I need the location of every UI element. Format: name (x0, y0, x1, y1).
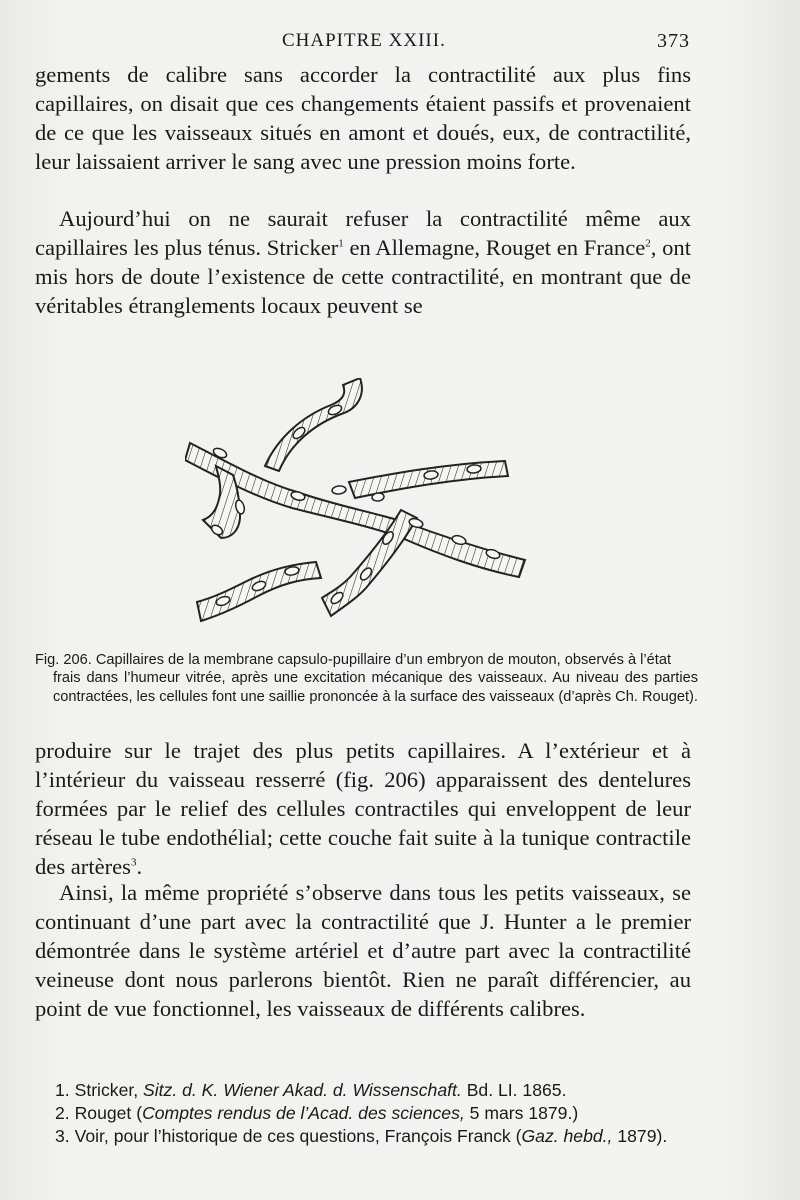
vessel-lower-left-branch (197, 562, 321, 621)
body-paragraph-4 (35, 878, 691, 1023)
footnote-1-author: Stricker, (74, 1080, 139, 1100)
footnote-1 (55, 1079, 695, 1102)
running-head (0, 28, 800, 56)
footnote-1-number: 1. (55, 1080, 70, 1100)
footnote-3-number: 3. (55, 1125, 70, 1146)
footnote-ref-1: 1 (338, 237, 344, 250)
body-paragraph-3 (35, 736, 691, 881)
paragraph-3-text-a: produire sur le trajet des plus petits capillaires. A l’extérieur et à l’intérieur du vaisseau resserré (fig. 206) apparaissent des dentelures formées par le relief des cellules contractiles qui enveloppent de leur réseau le tube endothélial; cette couche fait suite à la tunique contractile des artères (35, 738, 691, 880)
footnote-2-rest: 5 mars 1879.) (469, 1102, 579, 1123)
footnote-1-title: Sitz. d. K. Wiener Akad. d. Wissenschaft. (143, 1080, 462, 1100)
chapter-heading: CHAPITRE XXIII. (282, 30, 446, 51)
paragraph-2-text-b: en Allemagne, Rouget en France (343, 235, 646, 261)
paragraph-continuation: gements de calibre sans accorder la contractilité aux plus fins capillaires, on disait que ces changements étaient passifs et provenaient de ce que les vaisseaux situés en amont et doués, eux, de contractilité, leur laissaient arriver le sang avec une pression moins forte. (35, 62, 691, 175)
caption-text-a: Capillaires de la membrane capsulo-pupillaire d’un embryon de mouton, observés à l’état (95, 652, 672, 668)
footnote-3-title: Gaz. hebd., (521, 1125, 613, 1146)
vessel-upper-branch (265, 378, 362, 471)
caption-text-b: frais dans l’humeur vitrée, après une excitation mécanique des vaisseaux. Au niveau des parties contractées, les cellules font une saillie prononcée à la surface des vaisseaux (d’après Ch. Rouget). (53, 670, 698, 705)
footnote-2-author: Rouget ( (74, 1102, 143, 1123)
footnote-3-rest: 1879). (617, 1125, 668, 1146)
footnote-2 (55, 1102, 695, 1125)
footnote-3 (55, 1125, 695, 1148)
footnote-2-number: 2. (55, 1102, 70, 1123)
footnote-ref-3: 3 (130, 856, 137, 869)
figure-caption (35, 651, 698, 706)
paragraph-dentelures (35, 736, 691, 881)
paragraph-conclusion: Ainsi, la même propriété s’observe dans tous les petits vaisseaux, se continuant d’une part avec la contractilité que J. Hunter a le premier démontrée dans le système artériel et d’autre part avec la contractilité veineuse dont nous parlerons bientôt. Rien ne paraît différencier, au point de vue fonctionnel, les vaisseaux de différents calibres. (35, 880, 691, 1022)
vessel-left-lower-branch (203, 466, 240, 538)
paragraph-contractility (35, 204, 691, 320)
footnotes (55, 1079, 695, 1147)
body-paragraph-1 (35, 60, 691, 176)
paragraph-2-text-c: , ont mis hors de doute l’existence de cette contractilité, en montrant que de véritables étranglements locaux peuvent se (35, 235, 691, 319)
footnote-2-title: Comptes rendus de l’Acad. des sciences, (142, 1102, 465, 1123)
caption-line (35, 651, 698, 669)
footnote-3-author: Voir, pour l’historique de ces questions, François Franck ( (74, 1125, 522, 1146)
caption-line-rest (35, 669, 698, 706)
caption-label: Fig. 206. (35, 652, 92, 668)
paragraph-3-text-b: . (136, 854, 143, 880)
paragraph-2-text-a: Aujourd’hui on ne saurait refuser la contractilité même aux capillaires les plus ténus. Stricker (35, 206, 691, 261)
figure-206-illustration (185, 378, 535, 624)
page-number: 373 (657, 30, 690, 52)
footnote-1-rest: Bd. LI. 1865. (466, 1080, 567, 1100)
footnote-ref-2: 2 (645, 237, 651, 250)
body-paragraph-2 (35, 204, 691, 320)
